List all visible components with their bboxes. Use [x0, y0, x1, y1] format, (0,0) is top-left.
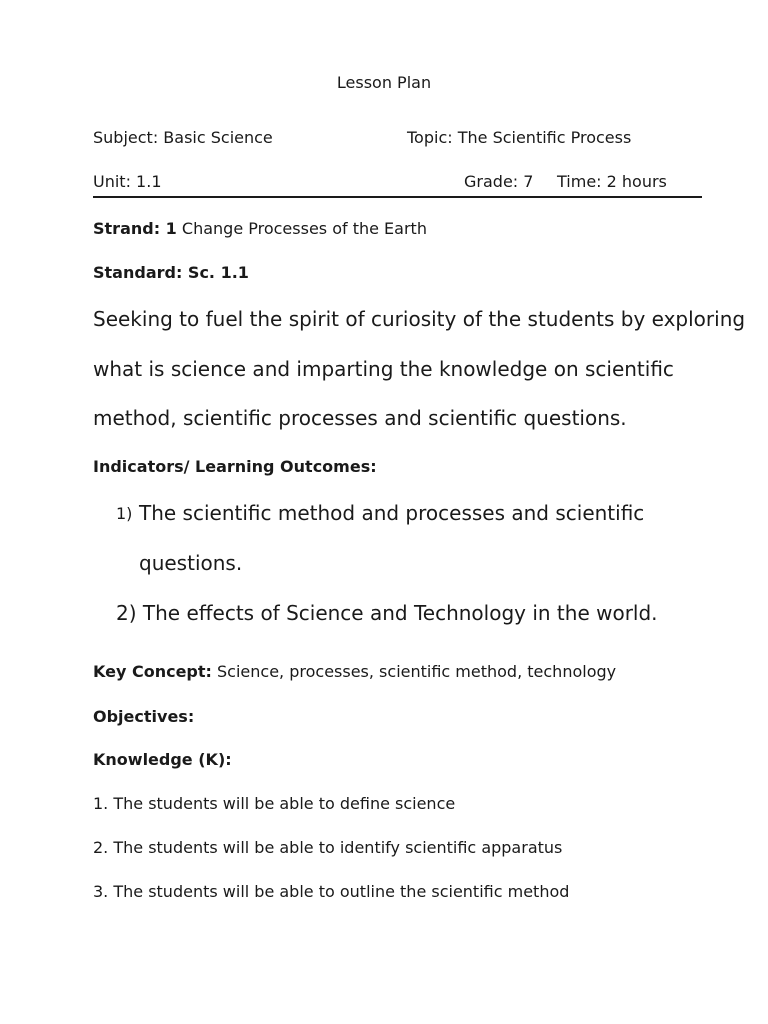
key-concept-value: Science, processes, scientific method, technology [211, 662, 617, 681]
strand-label: Strand: 1 [93, 219, 177, 238]
indicator-2: 2) The effects of Science and Technology in the world. [116, 601, 658, 625]
indicators-heading: Indicators/ Learning Outcomes: [93, 457, 377, 476]
objective-item: 2. The students will be able to identify scientific apparatus [93, 838, 563, 857]
description-line-1: Seeking to fuel the spirit of curiosity of the students by exploring [93, 307, 746, 331]
indicator-1-number: 1) [116, 504, 133, 523]
knowledge-heading: Knowledge (K): [93, 750, 232, 769]
objective-item: 1. The students will be able to define science [93, 794, 456, 813]
document-title: Lesson Plan [336, 73, 432, 92]
indicator-1-line-1: The scientific method and processes and scientific [139, 501, 645, 525]
strand-line [93, 219, 427, 238]
objective-item: 3. The students will be able to outline the scientific method [93, 882, 570, 901]
time-field: Time: 2 hours [557, 172, 667, 191]
description-line-3: method, scientific processes and scientific questions. [93, 406, 627, 430]
description-line-2: what is science and imparting the knowledge on scientific [93, 357, 674, 381]
unit-field: Unit: 1.1 [93, 172, 162, 191]
topic-field: Topic: The Scientific Process [407, 128, 632, 147]
header-divider [93, 196, 702, 198]
key-concept-label: Key Concept: [93, 662, 212, 681]
key-concept-line [93, 662, 616, 681]
indicator-1-line-2: questions. [139, 551, 243, 575]
standard-line: Standard: Sc. 1.1 [93, 263, 249, 282]
strand-value: Change Processes of the Earth [176, 219, 427, 238]
objectives-heading: Objectives: [93, 707, 195, 726]
subject-field: Subject: Basic Science [93, 128, 273, 147]
grade-field: Grade: 7 [464, 172, 534, 191]
